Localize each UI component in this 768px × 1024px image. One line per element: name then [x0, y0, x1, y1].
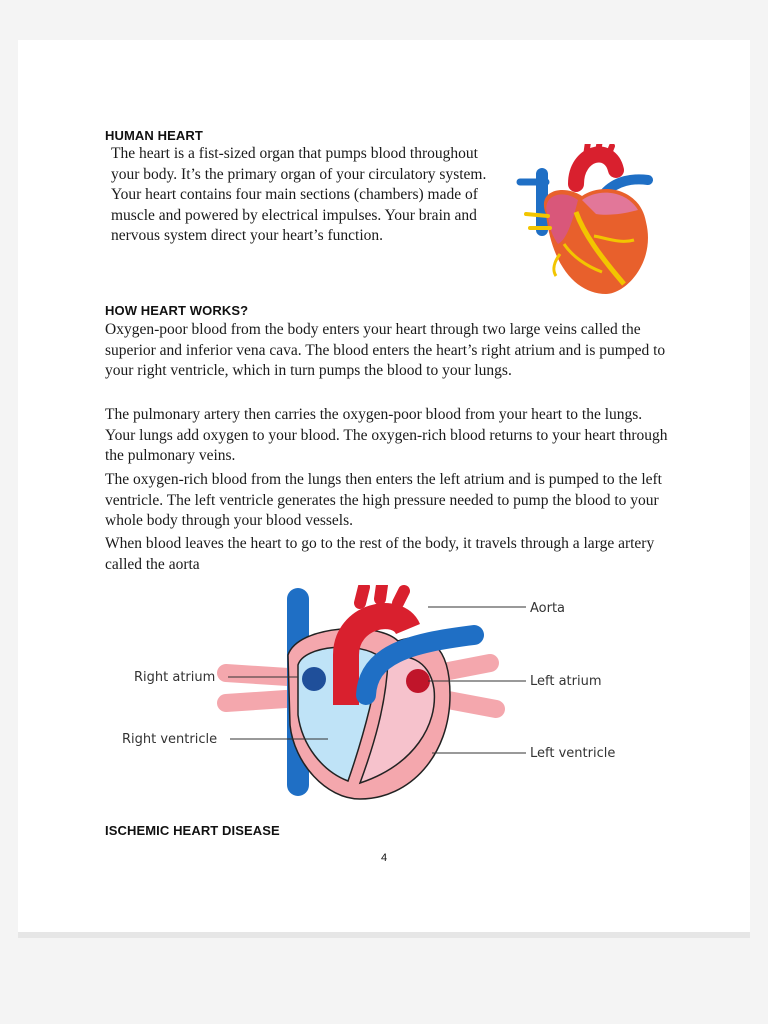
heading-ischemic-heart-disease: ISCHEMIC HEART DISEASE	[105, 823, 280, 838]
label-left-ventricle: Left ventricle	[530, 746, 616, 761]
paragraph-how-1: Oxygen-poor blood from the body enters your heart through two large veins called the superior and inferior vena cava. The blood enters the heart’s right atrium and is pumped to your right ventricle, which in turn pumps the blood to your lungs.	[105, 321, 666, 379]
label-aorta: Aorta	[530, 601, 566, 616]
heading-human-heart: HUMAN HEART	[105, 128, 203, 143]
paragraph-human-heart: The heart is a fist-sized organ that pumps blood throughout your body. It’s the primary organ of your circulatory system. Your heart contains four main sections (chambers) made of muscle and powered by electrical impulses. Your brain and nervous system direct your heart’s function.	[111, 145, 487, 244]
heading-how-heart-works: HOW HEART WORKS?	[105, 303, 249, 318]
paragraph-how-3: The oxygen-rich blood from the lungs then enters the left atrium and is pumped to the left ventricle. The left ventricle generates the high pressure needed to pump the blood to your whole body through your blood vessels.	[105, 471, 662, 529]
heart-diagram	[98, 585, 638, 820]
heart-illustration	[506, 144, 678, 296]
label-right-atrium: Right atrium	[134, 670, 216, 685]
label-left-atrium: Left atrium	[530, 674, 602, 689]
label-right-ventricle: Right ventricle	[122, 732, 218, 747]
document-page	[18, 40, 750, 932]
paragraph-how-4: When blood leaves the heart to go to the rest of the body, it travels through a large artery called the aorta	[105, 535, 655, 573]
page-bottom-edge	[18, 932, 750, 938]
paragraph-how-2: The pulmonary artery then carries the oxygen-poor blood from your heart to the lungs. Your lungs add oxygen to your blood. The oxygen-rich blood returns to your heart through the pulmonary veins.	[105, 406, 668, 464]
page-number: 4	[380, 852, 388, 864]
